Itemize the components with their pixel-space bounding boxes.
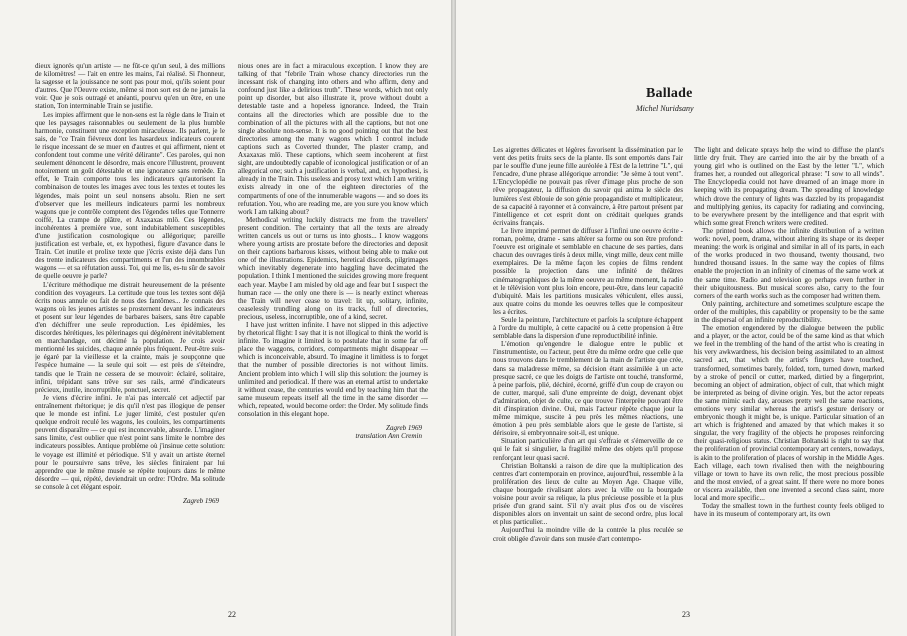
left-page [0,0,451,636]
paragraph: Le livre imprimé permet de diffuser à l'infini une oeuvre écrite - roman, poème, drame - sans altérer sa forme ou son être profond: l'oeuvre est originale et semblable en chacune de ses parties, dans chacun des ouvrages tirés à deux mille, vingt mille, deux cent mille exemplaires. De la même façon les copies de films rendent possible la projection dans une infinité de théâtres cinématographiques de la même oeuvre au même moment, la radio et le télévision vont plus loin encore, peut-être, dans leur capacité d'ubiquité. Mais les partitions musicales véhiculent, elles aussi, aux quatre coins du monde les oeuvres telles que le compositeur les a écrites. [493,226,683,316]
paragraph: nious ones are in fact a miraculous exception. I know they are talking of that "febrile Train whose chancy directories run the incessant risk of changing into others and who affirm, deny and confound just like a delirious truth". These words, which not only point up disorder, but also illustrate it, prove without doubt a detestable taste and a hopeless ignorance. Indeed, the Train contains all the directories which are possible due to the combination of all the pictures with all the captions, but not one single absolute non-sense. It is no good pointing out that the best directories among the many wagons which I control include captions such as Coverted thunder, The plaster cramp, and Axaxaxas mlö. These captions, which seem incoherent at first sight, are undoubtedly capable of iconological justification or of an allegorical one; such a justification is verbal, and, ex hypothesi, is already in the Train. This useless and prosy text which I am writing exists already in one of the eighteen directories of the compartments of one of the innumerable wagons — and so does its refutation. You, who are reading me, are you sure you know which work I am talking about? [238,62,428,216]
paragraph: Only painting, architecture and sometimes sculpture escape the order of the multiples, this capability or propensity to be the same in the dispersal of an infinite reproductibility. [694,299,884,324]
paragraph: I have just written infinite. I have not slipped in this adjective by rhetorical flight: I say that it is not illogical to think the world is infinite. To imagine it limited is to postulate that in some far off place the waggons, corridors, compartments might disappear — which is inconceivable, absurd. To imagine it limitless is to forget that the number of possible directories is not without limits. Ancient problem into which I will slip this solution: the journey is unlimited and periodical. If there was an eternal artist to undertake it without cease, the centuries would end by teaching him that the same museum repeats itself all the time in the same disorder — which, repeated, would become order: the Order. My solitude finds consolation in this elegant hope. [238,321,428,419]
paragraph: Les impies affirment que le non-sens est la règle dans le Train et que les paysages raisonnables ou seulement de la plus humble harmonie, constituent une exception miraculeuse. Ils parlent, je le sais, de "ce Train fiévreux dont les hasardeux indicateurs courent le risque incessant de se muer en d'autres et qui affirment, nient et confondent tout comme une vérité délirante". Ces paroles, qui non seulement dénoncent le désordre, mais encore l'illustrent, prouvent notoirement un goût détestable et une ignorance sans remède. En effet, le Train comporte tous les indicateurs qu'autorisent la combinaison de toutes les images avec tous les textes et toutes les légendes, mais point un seul nonsens absolu. Rien ne sert d'observer que les meilleurs indicateurs parmi les nombreux wagons que je contrôle comptent des l'égendes telles que Tonnerre coiffé, La crampe de plâtre, et Axaxaxas mlö. Ces légendes, incohérentes à première vue, sont indubitablement susceptibles d'une justification cosmologique ou allégorique; pareille justification est verbale, et, ex hypothesi, figure d'avance dans le Train. Cet inutile et prolixe texte que j'écris existe déjà dans l'un des trente indicateurs des compartiments et l'un des innombrables wagons — et sa réfutation aussi. Toi, qui me lis, es-tu sûr de savoir de quelle oeuvre je parle? [35,110,225,281]
article-title: Ballade [646,86,693,101]
paragraph: Les aigrettes délicates et légères favorisent la dissémination par le vent des petits fruits secs de la plante. Ils sont emportés dans l'air par le souffle d'une jeune fille auréolée à l'Est de la lettrine "L", qui l'encadre, d'une phrase allégorique arrondie: "Je sème à tout vent". L'Encyclopédie ne pouvait pas rêver d'image plus proche de son rêve propagateur, la diffusion du savoir qui anima le siècle des lumières s'est éblouie de son génie propagandiste et multiplicateur, de sa capacité à rayonner et à convaincre, à être partout présent par l'intelligence et cet esprit dont on créditait quelques grands écrivains français. [493,146,683,227]
paragraph: L'émotion qu'engendre le dialogue entre le public et l'instrumentiste, ou l'acteur, peut être du même ordre que celle que nous trouvons dans le tremblement de la main de l'artiste que crée, dans sa maladresse même, sa décision étant assimilée à un acte presque sacré, ce que les doigts de l'artiste ont touché, transformé, à peine parfois, plié, déchiré, écorné, griffé d'un coup de crayon ou de cutter, marqué, sali d'une empreinte de doigt, devenant objet d'admiration, objet de culte, ce que trouve l'interprète pouvant être dit d'inspiration divine. Oui, mais l'acteur répète chaque jour la même mimique, suscite à peu près les mêmes réactions, une émotion à peu près semblable alors que le geste de l'artiste, si dérisoire, si embryonnaire soit-il, est unique. [493,340,683,438]
paragraph: Situation particulière d'un art qui s'effraie et s'émerveille de ce qui le fait si singulier, la fragilité même des objets qu'il propose renforçant leur quasi sacré. [493,437,683,462]
signature-place-date: Zagreb 1969 [183,496,219,505]
page-number: 23 [682,610,690,619]
left-column-french [35,62,225,582]
paragraph: Christian Boltanski a raison de dire que la multiplication des centres d'art contemporain en province, aujourd'hui, ressemble à la prolifération des lieux de culte au Moyen Age. Chaque ville, chaque bourgade rivalisant alors avec la ville ou la bourgade voisine pour avoir sa relique, la plus précieuse possible et la plus prisée d'un grand saint. S'il n'y avait plus d'os ou de viscères disponibles alors on inventait un saint de second ordre, plus local et plus particulier... [493,461,683,527]
paragraph: L'écriture méthodique me distrait heureusement de la présente condition des voyageurs. La certitude que tous les textes sont déjà écrits nous annule ou fait de nous des fantômes... Je connais des wagons où les jeunes artistes se prosternent devant les indicateurs et posent sur leur légendes de barbares baisers, sans être capable d'en déchiffrer une seule reproduction. Les épidémies, les discordes hérétiques, les pèlerinages qui dégénèrent inévitablement en marchandage, ont décimé la population. Je crois avoir mentionné les suicides, chaque année plus fréquent. Peut-être suis-je égaré par la vieillesse et la crainte, mais je soupçonne que l'espèce humaine — la seule qui soit — est près de s'éteindre, tandis que le Train ne cessera de se mouvoir: éclairé, solitaire, infini, trépidant sans trêve sur ses rails, armé d'indicateurs précieux, inutile, incorruptible, ponctuel, secret. [35,280,225,394]
right-page [456,0,907,636]
paragraph: The emotion engendered by the dialogue between the public and a player, or the actor, could be of the same kind as that which we feel in the trembling of the hand of the artist who is creating in his very awkwardness, his decision being assimilated to an almost sacred act, that which the artist's fingers have touched, transformed, sometimes barely, folded, torn, turned down, marked by a stroke of pencil or cutter, marked, dirtied by a fingerprint, becoming an object of admiration, object of cult, that which might be interpreted as being of divine origin. Yes, but the actor repeats the same mimic each day, arouses pretty well the same reactions, emotions very similar whereas the artist's gesture derisory or embryonic though it might be, is unique. Particular situation of an art which is frightened and amazed by that which makes it so singular, the very fragility of the objects he proposes reinforcing their quasi-religious status. Christian Boltanski is right to say that the proliferation of provincial contemporary art centers, nowadays, is akin to the proliferation of places of worship in the Middle Ages. Each village, each town rivalised then with the neighbouring village or town to have its own relic, the most precious possible and the most envied, of a great saint. If there were no more bones or viscera available, then one invented a second class saint, more local and more specific... [694,324,884,503]
paragraph: The printed book allows the infinite distribution of a written work: novel, poem, drama, without altering its shape or its deeper meaning: the work is original and similar in all of its parts, in each of the works produced in two thousand, twenty thousand, two hundred thousand issues. In the same way the copies of films enable the projection in an infinity of cinemas of the same work at the same time. Radio and television go perhaps even further in their ubiquitousness. But musical scores also, carry to the four corners of the earth works such as the composer had written them. [694,226,884,300]
paragraph: Je viens d'écrire infini. Je n'ai pas intercalé cet adjectif par entraînement rhétorique; je dis qu'il n'est pas illogique de penser que le monde est infini. Le juger limité, c'est postuler qu'en quelque endroit reculé les wagons, les couloirs, les compartiments peuvent disparaître — ce qui est inconcevable, absurde. L'imaginer sans limite, c'est oublier que n'est point sans limite le nombre des indicateurs possibles. Antique problème où j'insinue cette solution: le voyage est illimité et périodique. S'il y avait un artiste éternel pour le poursuivre sans trêve, les siècles finiraient par lui apprendre que le même musée se répète toujours dans le même désordre — qui, répété, deviendrait un ordre: l'Ordre. Ma solitude se console à cet élégant espoir. [35,393,225,491]
signature-place-date: Zagreb 1969 [386,424,422,433]
translation-credit: translation Ann Cremin [355,432,422,441]
left-column-english [238,62,428,582]
page-number: 22 [228,610,236,619]
paragraph: Methodical writing luckily distracts me from the travellers' present condition. The certainty that all the texts are already written cancels us out or turns us into ghosts... I know waggons where young artists are prostate before the directories and deposit on their captions barbarous kisses, without being able to make out one of the illustrations. Epidemics, heretical discords, pilgrimages which inevitably degenerate into haggling have decimated the population. I think I mentioned the suicides growing more frequent each year. Maybe I am misled by old age and fear but I suspect the human race — the only one there is — is nearly extinct whereas the Train will never cease to travel: lit up, solitary, infinite, ceaselessly trundling along on its tracks, full of directories, precious, useless, incorruptible, one of a kind, secret. [238,215,428,321]
article-author: Michel Nuridsany [636,104,694,113]
right-column-english [694,146,884,606]
paragraph: The light and delicate sprays help the wind to diffuse the plant's little dry fruit. They are carried into the air by the breath of a young girl who is outlined on the East by the letter "L", which frames her, a rounded out allegorical phrase: "I sow to all winds". The Encyclopedia could not have dreamed of an image more in keeping with its propagating dream. The spreading of knowledge which drove the century of lights was dazzled by its propagandist and multiplying genius, its capacity for radiating and convincing, to be everywhere present by the intelligence and that esprit with which some great French writers were credited. [694,146,884,227]
right-column-french [493,146,683,606]
paragraph: dieux ignorés qu'un artiste — ne fût-ce qu'un seul, à des millions de kilomètres! — l'ait en entre les mains, l'ai réalisé. Si l'honneur, la sagesse et la jouissance ne sont pas pour moi, qu'ils soient pour d'autres. Que l'Oeuvre existe, même si mon sort est de ne jamais la voir. Que je sois outragé et anéanti, pourvu qu'en un être, en une station, Ton interminable Train se justifie. [35,62,225,111]
paragraph: Today the smallest town in the furthest county feels obliged to have in its museum of contemporary art, its own [694,502,884,519]
paragraph: Seule la peinture, l'architecture et parfois la sculpture échappent à l'ordre du multiple, à cette capacité ou à cette propension à être semblable dans la dispersion d'une reproductibilité infinie. [493,315,683,341]
paragraph: Aujourd'hui la moindre ville de la contrée la plus reculée se croit obligée d'avoir dans son musée d'art contempo- [493,526,683,543]
